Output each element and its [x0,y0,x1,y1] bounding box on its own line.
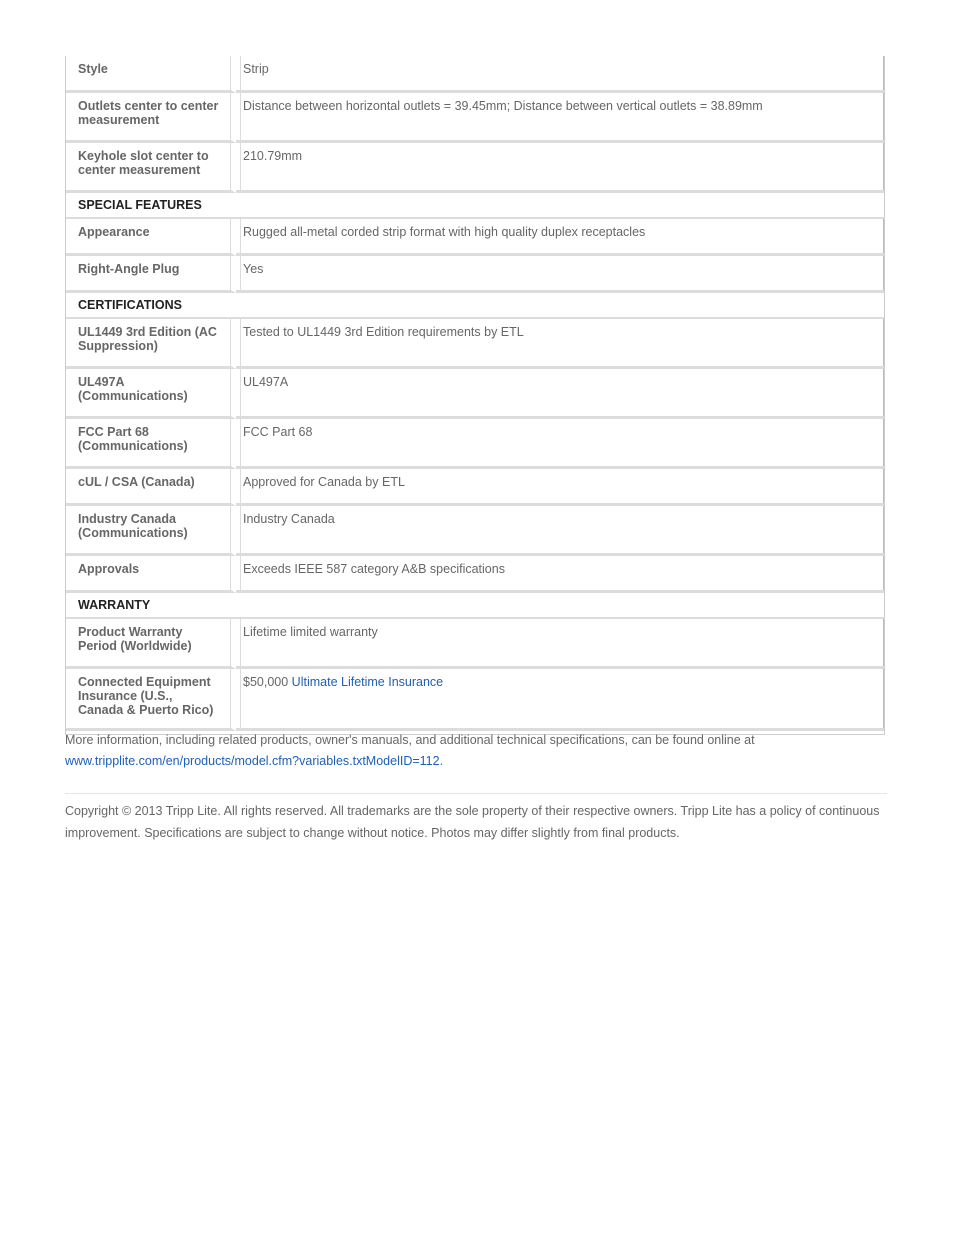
table-row [66,143,884,193]
spec-value: Lifetime limited warranty [236,619,884,669]
spec-label: Product Warranty Period (Worldwide) [66,619,236,669]
more-info-paragraph [65,730,887,772]
table-row [66,469,884,506]
spec-label: UL497A (Communications) [66,369,236,419]
table-row [66,93,884,143]
specifications-table [65,56,885,735]
spec-value: Tested to UL1449 3rd Edition requirements by ETL [236,319,884,369]
spec-value: Yes [236,256,884,293]
table-row [66,319,884,369]
section-header-warranty [66,593,884,619]
spec-table [66,56,884,731]
section-heading: SPECIAL FEATURES [66,193,884,219]
insurance-amount: $50,000 [243,675,292,689]
ultimate-lifetime-insurance-link[interactable]: Ultimate Lifetime Insurance [291,675,444,689]
spec-value: Exceeds IEEE 587 category A&B specifications [236,556,884,593]
spec-label: Right-Angle Plug [66,256,236,293]
spec-value: 210.79mm [236,143,884,193]
section-heading: CERTIFICATIONS [66,293,884,319]
table-row [66,256,884,293]
spec-value: Strip [236,56,884,93]
more-info-period: . [439,754,444,768]
table-row [66,619,884,669]
section-heading: WARRANTY [66,593,884,619]
spec-value [236,669,884,731]
footer-divider [65,793,887,794]
spec-label: Industry Canada (Communications) [66,506,236,556]
spec-label: Connected Equipment Insurance (U.S., Canada & Puerto Rico) [66,669,236,731]
spec-value: UL497A [236,369,884,419]
spec-label: Keyhole slot center to center measurement [66,143,236,193]
spec-value: Industry Canada [236,506,884,556]
copyright-text: Copyright © 2013 Tripp Lite. All rights reserved. All trademarks are the sole property of their respective owners. Tripp Lite has a policy of continuous improvement. Specifications are subject to change without notice. Photos may differ slightly from final products. [65,804,880,840]
table-row [66,419,884,469]
table-row [66,369,884,419]
spec-value: Approved for Canada by ETL [236,469,884,506]
more-info-text: More information, including related products, owner's manuals, and additional technical specifications, can be found online at [65,733,755,747]
spec-label: FCC Part 68 (Communications) [66,419,236,469]
spec-label: Approvals [66,556,236,593]
spec-label: UL1449 3rd Edition (AC Suppression) [66,319,236,369]
product-page-link[interactable]: www.tripplite.com/en/products/model.cfm?variables.txtModelID=112 [65,754,440,768]
spec-value: FCC Part 68 [236,419,884,469]
spec-label: Appearance [66,219,236,256]
spec-value: Distance between horizontal outlets = 39.45mm; Distance between vertical outlets = 38.89mm [236,93,884,143]
section-header-certifications [66,293,884,319]
spec-label: Style [66,56,236,93]
table-row [66,56,884,93]
spec-value: Rugged all-metal corded strip format with high quality duplex receptacles [236,219,884,256]
spec-label: Outlets center to center measurement [66,93,236,143]
table-row [66,219,884,256]
section-header-special-features [66,193,884,219]
table-row [66,669,884,731]
table-row [66,506,884,556]
spec-label: cUL / CSA (Canada) [66,469,236,506]
table-row [66,556,884,593]
